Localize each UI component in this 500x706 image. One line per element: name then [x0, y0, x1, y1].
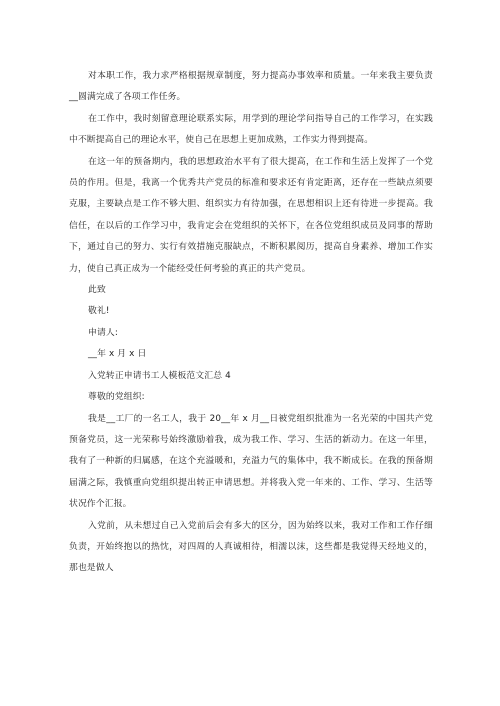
salute-line: 敬礼!	[88, 306, 110, 317]
paragraph-probation-summary: 在这一年的预备期内，我的思想政治水平有了很大提高，在工作和生活上发挥了一个党员的作用。但是，我离一个优秀共产党员的标准和要求还有肯定距离，还存在一些缺点须要克服，主要缺点是工作不够大胆、组织实力有待加强，在思想相识上还有待进一步提高。我信任，在以后的工作学习中，我肯定会在党组织的关怀下，在各位党组织成员及同事的帮助下，通过自己的努力、实行有效措施克服缺点，不断积累阅历，提高自身素养、增加工作实力，使自己真正成为一个能经受任何考验的真正的共产党员。	[69, 156, 433, 274]
closing-line: 此致	[88, 285, 106, 296]
document-body	[69, 66, 433, 580]
paragraph-worker-intro: 我是__工厂的一名工人，我于 20__年 x 月__日被党组织批准为一名光荣的中国共产党预备党员，这一光荣称号始终激励着我，成为我工作、学习、生活的新动力。在这一年里，我有了一种新的归属感，在这个充溢暖和，充溢力气的集体中，我不断成长。在我的预备期届满之际，我慎重向党组织提出转正申请思想。并将我入党一年来的、工作、学习、生活等状况作个汇报。	[69, 413, 433, 510]
section-title: 入党转正申请书工人模板范文汇总 4	[88, 370, 231, 381]
paragraph-before-joining: 入党前，从未想过自己入党前后会有多大的区分，因为始终以来，我对工作和工作仔细负责，开始终抱以的热忱，对四周的人真诚相待，相濡以沫，这些都是我觉得天经地义的，那也是做人	[69, 520, 433, 574]
date-line: __年 x 月 x 日	[88, 349, 147, 360]
applicant-label: 申请人:	[88, 327, 118, 338]
greeting-line: 尊敬的党组织:	[88, 392, 145, 403]
paragraph-theory-practice: 在工作中，我时刻留意理论联系实际，用学到的理论学问指导自己的工作学习，在实践中不断提高自己的理论水平，使自己在思想上更加成熟，工作实力得到提高。	[69, 113, 433, 146]
paragraph-work-duty: 对本职工作，我力求严格根据规章制度，努力提高办事效率和质量。一年来我主要负责__圆满完成了各项工作任务。	[69, 71, 433, 103]
